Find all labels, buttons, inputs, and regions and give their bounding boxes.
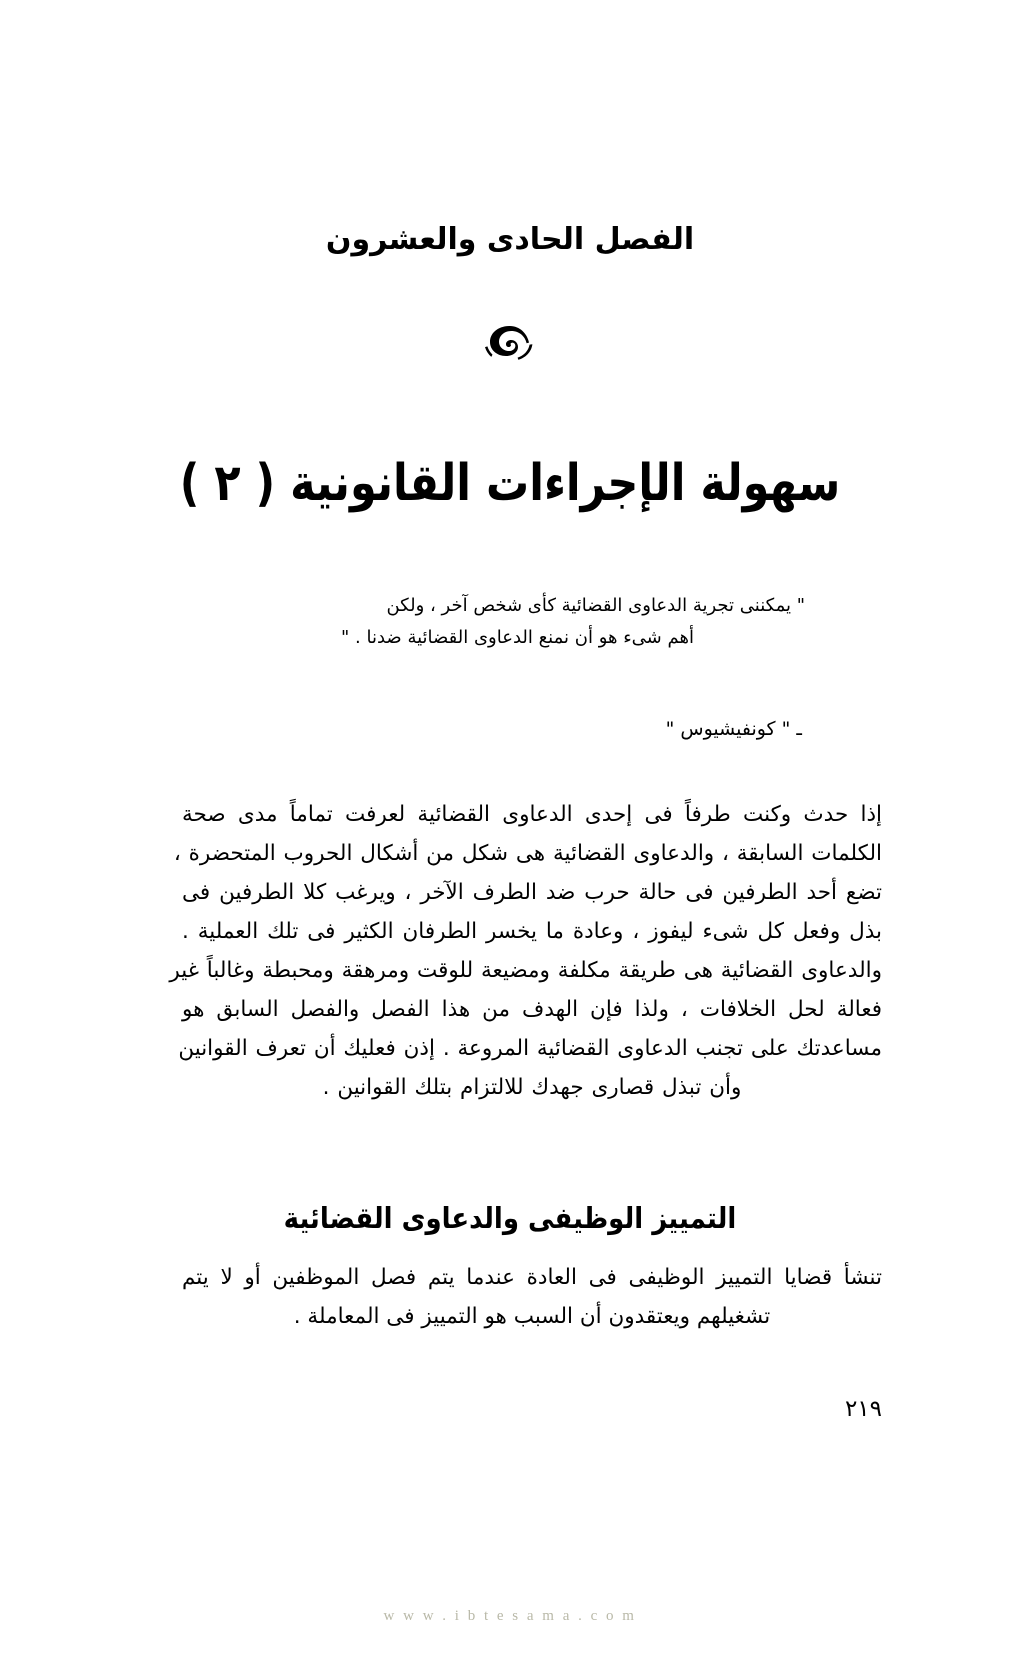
- body-line: فعالة لحل الخلافات ، ولذا فإن الهدف من هذا الفصل والفصل السابق هو: [182, 997, 882, 1022]
- body-line: تضع أحد الطرفين فى حالة حرب ضد الطرف الآخر ، ويرغب كلا الطرفين فى: [182, 880, 882, 905]
- body-line: وأن تبذل قصارى جهدك للالتزام بتلك القوانين .: [322, 1075, 742, 1100]
- body-line: بذل وفعل كل شىء ليفوز ، وعادة ما يخسر الطرفان الكثير فى تلك العملية .: [182, 919, 882, 944]
- chapter-label: الفصل الحادى والعشرون: [325, 222, 695, 257]
- quote-line-1: " يمكننى تجرية الدعاوى القضائية كأى شخص آخر ، ولكن: [386, 595, 805, 616]
- body-line: تنشأ قضايا التمييز الوظيفى فى العادة عندما يتم فصل الموظفين أو لا يتم: [182, 1265, 882, 1290]
- page-number: ٢١٩: [844, 1396, 882, 1422]
- swirl-ornament-icon: [0, 322, 1020, 376]
- body-line: إذا حدث وكنت طرفاً فى إحدى الدعاوى القضائية لعرفت تماماً مدى صحة: [182, 802, 882, 827]
- site-watermark: w w w . i b t e s a m a . c o m: [383, 1608, 637, 1624]
- epigraph-quote: [230, 590, 805, 654]
- page-title: سهولة الإجراءات القانونية ( ٢ ): [179, 453, 841, 513]
- body-line: والدعاوى القضائية هى طريقة مكلفة ومضيعة للوقت ومرهقة ومحبطة وغالباً غير: [169, 958, 882, 983]
- body-paragraph-2: [182, 1258, 882, 1336]
- body-paragraph-1: [169, 795, 882, 1107]
- body-line: مساعدتك على تجنب الدعاوى القضائية المروعة . إذن فعليك أن تعرف القوانين: [178, 1036, 882, 1061]
- section-heading: التمييز الوظيفى والدعاوى القضائية: [283, 1201, 737, 1236]
- quote-attribution: ـ " كونفيشيوس ": [665, 718, 802, 740]
- body-line: الكلمات السابقة ، والدعاوى القضائية هى شكل من أشكال الحروب المتحضرة ،: [173, 841, 882, 866]
- quote-line-2: أهم شىء هو أن نمنع الدعاوى القضائية ضدنا . ": [341, 627, 694, 648]
- body-line: تشغيلهم ويعتقدون أن السبب هو التمييز فى المعاملة .: [293, 1304, 771, 1329]
